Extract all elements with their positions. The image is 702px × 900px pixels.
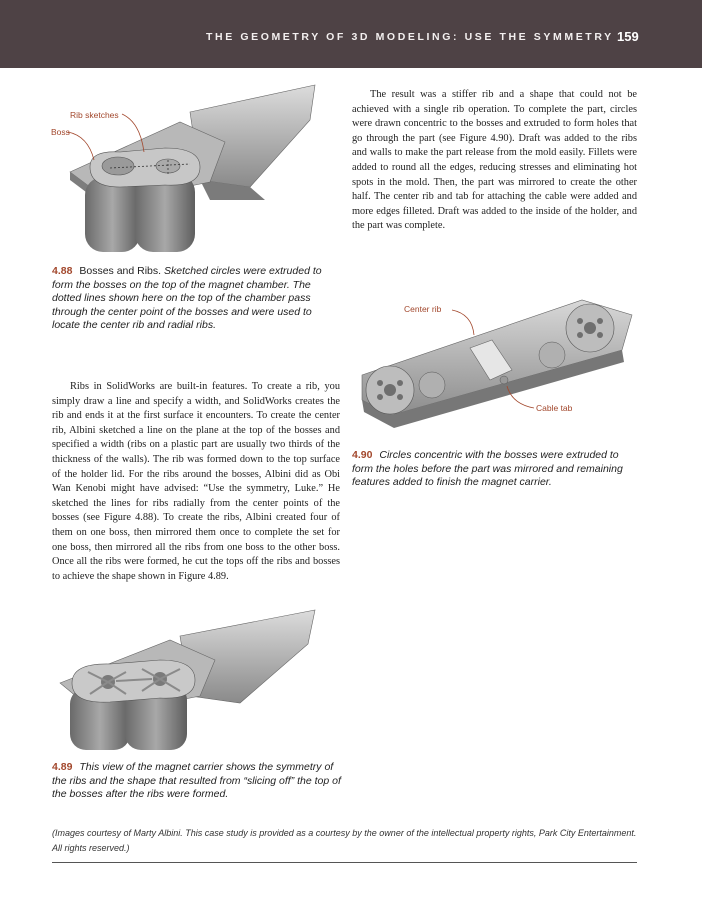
callout-rib-sketches: Rib sketches (70, 110, 119, 120)
boss-body-left (85, 177, 140, 252)
figure-4-88-number: 4.88 (52, 265, 73, 277)
sliced-boss-top (72, 660, 195, 702)
figure-4-89-number: 4.89 (52, 761, 73, 773)
running-header (0, 0, 702, 68)
body-paragraph-right-top: The result was a stiffer rib and a shape that could not be achieved with a single rib operation. To complete the part, circles were drawn concentric to the bosses and extruded to form holes that go through the part (see Figure 4.90). Draft was added to the ribs and walls to make the part release from the mold easily. Fillets were added to round all the edges, reducing stresses and eliminating hot spots in the mold. Then, the part was mirrored to create the other half. The center rib and tab for attaching the cable were added and more edges filleted. Draft was added to the inside of the holder, and the part was complete. (352, 89, 637, 232)
callout-cable-tab: Cable tab (536, 403, 573, 413)
figure-4-88-title: Bosses and Ribs. (79, 265, 162, 277)
image-credit-note: (Images courtesy of Marty Albini. This case study is provided as a courtesy by the owner of the intellectual property rights, Park City Entertainment. All rights reserved.) (52, 828, 637, 853)
footer-divider (52, 862, 637, 863)
figure-4-88-text: Sketched circles were extruded to form the bosses on the top of the magnet chamber. The dotted lines shown here on the top of the chamber pass through the center point of the bosses and were used to locate the center rib and radial ribs. (52, 265, 322, 332)
figure-4-90-text: Circles concentric with the bosses were extruded to form the holes before the part was mirrored and remaining features added to finish the magnet carrier. (352, 449, 623, 489)
callout-boss: Boss (51, 127, 70, 137)
figure-4-88-caption (52, 265, 342, 333)
chapter-title: THE GEOMETRY OF 3D MODELING: USE THE SYMMETRY (206, 31, 614, 43)
callout-center-rib: Center rib (404, 304, 442, 314)
figure-4-90-caption (352, 449, 642, 490)
figure-4-89-text: This view of the magnet carrier shows the symmetry of the ribs and the shape that resulted from “slicing off” the top of the bosses after the ribs were formed. (52, 761, 341, 801)
body-paragraph-left-middle: Ribs in SolidWorks are built-in features. To create a rib, you simply draw a line and specify a width, and SolidWorks creates the rib and ends it at the first surface it encounters. To create the center rib, Albini sketched a line on the plane at the top of the bosses and specified a width (ribs on a plastic part are usually two thirds of the thickness of the walls). The rib was formed down to the top surface of the holder lid. For the ribs around the bosses, Albini did as Obi Wan Kenobi might have advised: “Use the symmetry, Luke.” He sketched the lines for ribs radially from the center points of the bosses (see Figure 4.88). To create the ribs, Albini created four of them on one boss, then mirrored them once to complete the set for one boss, then mirrored all the ribs from one boss to the other boss. Once all the ribs were formed, he cut the tops off the ribs and bosses to achieve the shape shown in Figure 4.89. (52, 381, 340, 582)
cable-tab (500, 376, 508, 384)
figure-4-90-number: 4.90 (352, 449, 373, 461)
figure-4-89-caption (52, 761, 347, 802)
figure-4-88-image (50, 82, 320, 262)
figure-4-90-image (352, 290, 642, 440)
figure-4-89-image (50, 608, 320, 756)
page-number: 159 (617, 29, 639, 44)
